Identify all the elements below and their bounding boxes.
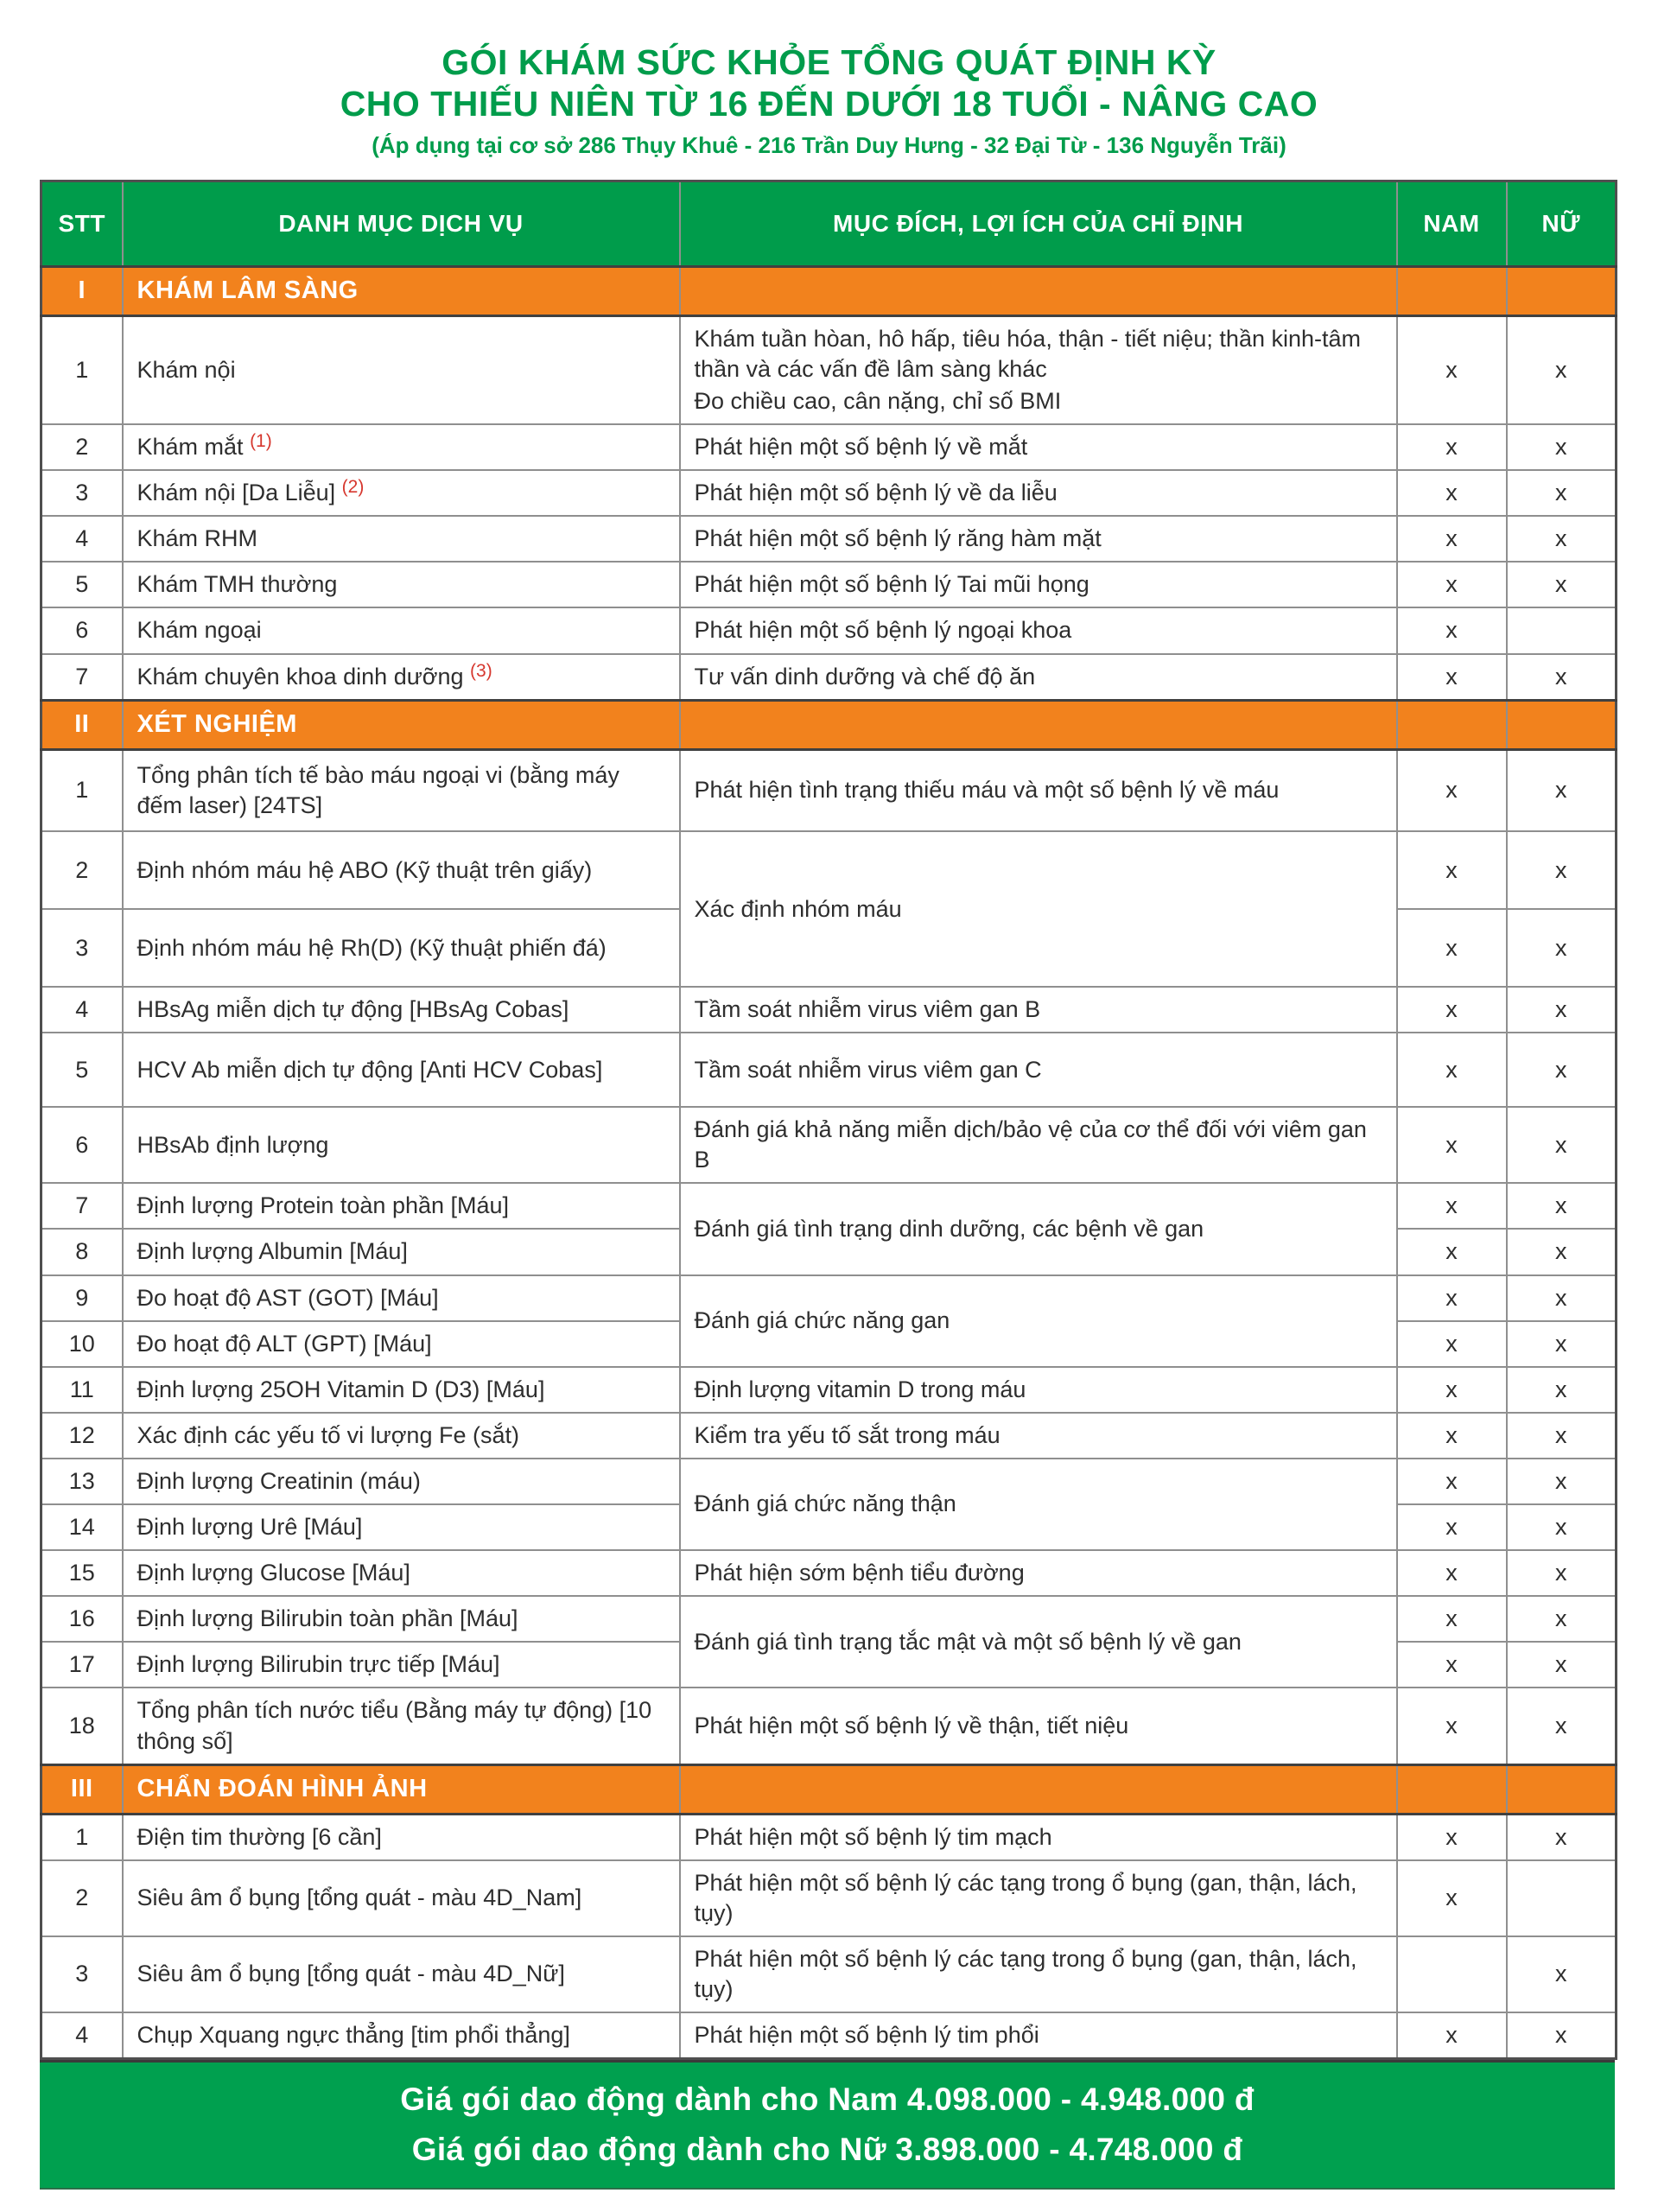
purpose-cell: Tầm soát nhiễm virus viêm gan C	[680, 1033, 1397, 1107]
purpose-cell: Phát hiện một số bệnh lý các tạng trong ổ bụng (gan, thận, lách, tụy)	[680, 1936, 1397, 2012]
stt-cell: 2	[41, 424, 123, 470]
footnote-ref: (3)	[470, 660, 492, 681]
table-row	[41, 987, 1617, 1033]
table-header-row	[41, 181, 1617, 266]
purpose-cell: Phát hiện một số bệnh lý răng hàm mặt	[680, 516, 1397, 562]
purpose-text: Khám tuần hòan, hô hấp, tiêu hóa, thận - tiết niệu; thần kinh-tâm thần và các vấn đề lâm sàng khác	[694, 325, 1362, 382]
purpose-cell: Tầm soát nhiễm virus viêm gan B	[680, 987, 1397, 1033]
purpose-cell: Kiểm tra yếu tố sắt trong máu	[680, 1413, 1397, 1459]
column-header-nu: NỮ	[1507, 181, 1617, 266]
nam-mark: x	[1397, 987, 1507, 1033]
section-header-xet-nghiem	[41, 700, 1617, 749]
purpose-cell-merged: Đánh giá chức năng thận	[680, 1459, 1397, 1550]
service-cell: Định nhóm máu hệ Rh(D) (Kỹ thuật phiến đá)	[123, 909, 680, 987]
nu-mark: x	[1507, 516, 1617, 562]
nu-mark: x	[1507, 315, 1617, 424]
purpose-cell-merged: Xác định nhóm máu	[680, 831, 1397, 987]
table-row	[41, 749, 1617, 831]
service-text: Khám nội [Da Liễu]	[137, 480, 336, 506]
nu-mark: x	[1507, 987, 1617, 1033]
nu-mark: x	[1507, 749, 1617, 831]
section-empty-cell	[680, 700, 1397, 749]
section-empty-cell	[1507, 1764, 1617, 1814]
purpose-cell: Phát hiện một số bệnh lý Tai mũi họng	[680, 562, 1397, 607]
nam-mark: x	[1397, 1413, 1507, 1459]
service-cell	[123, 654, 680, 701]
purpose-text-2: Đo chiều cao, cân nặng, chỉ số BMI	[694, 387, 1062, 414]
price-line-nam: Giá gói dao động dành cho Nam 4.098.000 - 4.948.000 đ	[400, 2082, 1255, 2118]
purpose-cell	[680, 315, 1397, 424]
service-cell: Định lượng Albumin [Máu]	[123, 1229, 680, 1274]
nam-mark: x	[1397, 1367, 1507, 1413]
table-row	[41, 562, 1617, 607]
stt-cell: 12	[41, 1413, 123, 1459]
nu-mark: x	[1507, 1642, 1617, 1688]
service-cell: Tổng phân tích tế bào máu ngoại vi (bằng máy đếm laser) [24TS]	[123, 749, 680, 831]
nu-mark: x	[1507, 1033, 1617, 1107]
table-row	[41, 1459, 1617, 1504]
nu-mark	[1507, 1860, 1617, 1936]
purpose-cell: Tư vấn dinh dưỡng và chế độ ăn	[680, 654, 1397, 701]
service-cell: Định lượng Bilirubin trực tiếp [Máu]	[123, 1642, 680, 1688]
stt-cell: 3	[41, 470, 123, 516]
footnote-ref: (1)	[250, 431, 272, 452]
price-line-nu: Giá gói dao động dành cho Nữ 3.898.000 - 4.748.000 đ	[411, 2131, 1243, 2167]
nam-mark: x	[1397, 424, 1507, 470]
service-cell: Khám TMH thường	[123, 562, 680, 607]
section-empty-cell	[1397, 266, 1507, 315]
table-row	[41, 1596, 1617, 1642]
service-cell: HBsAb định lượng	[123, 1107, 680, 1183]
service-cell: Xác định các yếu tố vi lượng Fe (sắt)	[123, 1413, 680, 1459]
page-title-line2: CHO THIẾU NIÊN TỪ 16 ĐẾN DƯỚI 18 TUỔI - NÂNG CAO	[340, 84, 1318, 124]
table-row	[41, 1814, 1617, 1860]
section-numeral: I	[41, 266, 123, 315]
purpose-cell: Phát hiện một số bệnh lý về da liễu	[680, 470, 1397, 516]
purpose-cell: Phát hiện một số bệnh lý về mắt	[680, 424, 1397, 470]
stt-cell: 6	[41, 1107, 123, 1183]
table-row	[41, 1275, 1617, 1321]
stt-cell: 5	[41, 562, 123, 607]
nam-mark: x	[1397, 1814, 1507, 1860]
nu-mark: x	[1507, 1413, 1617, 1459]
section-header-kham-lam-sang	[41, 266, 1617, 315]
stt-cell: 8	[41, 1229, 123, 1274]
nam-mark: x	[1397, 1033, 1507, 1107]
column-header-purpose: MỤC ĐÍCH, LỢI ÍCH CỦA CHỈ ĐỊNH	[680, 181, 1397, 266]
stt-cell: 15	[41, 1550, 123, 1596]
nu-mark: x	[1507, 1814, 1617, 1860]
purpose-cell-merged: Đánh giá chức năng gan	[680, 1275, 1397, 1367]
stt-cell: 4	[41, 987, 123, 1033]
table-row	[41, 1183, 1617, 1229]
purpose-cell: Đánh giá khả năng miễn dịch/bảo vệ của cơ thể đối với viêm gan B	[680, 1107, 1397, 1183]
section-header-chan-doan-hinh-anh	[41, 1764, 1617, 1814]
stt-cell: 9	[41, 1275, 123, 1321]
nam-mark	[1397, 1936, 1507, 2012]
nu-mark: x	[1507, 1183, 1617, 1229]
nam-mark: x	[1397, 749, 1507, 831]
stt-cell: 17	[41, 1642, 123, 1688]
nam-mark: x	[1397, 1688, 1507, 1764]
purpose-cell: Phát hiện một số bệnh lý tim phổi	[680, 2012, 1397, 2059]
purpose-cell: Phát hiện một số bệnh lý tim mạch	[680, 1814, 1397, 1860]
purpose-cell: Phát hiện sớm bệnh tiểu đường	[680, 1550, 1397, 1596]
section-title: KHÁM LÂM SÀNG	[123, 266, 680, 315]
nam-mark: x	[1397, 1860, 1507, 1936]
nu-mark: x	[1507, 424, 1617, 470]
section-numeral: III	[41, 1764, 123, 1814]
stt-cell: 5	[41, 1033, 123, 1107]
purpose-cell-merged: Đánh giá tình trạng dinh dưỡng, các bệnh về gan	[680, 1183, 1397, 1274]
section-empty-cell	[680, 266, 1397, 315]
service-cell: Đo hoạt độ AST (GOT) [Máu]	[123, 1275, 680, 1321]
service-cell: Định lượng Bilirubin toàn phần [Máu]	[123, 1596, 680, 1642]
stt-cell: 16	[41, 1596, 123, 1642]
nam-mark: x	[1397, 1550, 1507, 1596]
service-cell: Siêu âm ổ bụng [tổng quát - màu 4D_Nữ]	[123, 1936, 680, 2012]
service-cell: Định lượng 25OH Vitamin D (D3) [Máu]	[123, 1367, 680, 1413]
service-cell: Tổng phân tích nước tiểu (Bằng máy tự động) [10 thông số]	[123, 1688, 680, 1764]
nu-mark: x	[1507, 1550, 1617, 1596]
stt-cell: 18	[41, 1688, 123, 1764]
table-row	[41, 1107, 1617, 1183]
table-row	[41, 315, 1617, 424]
stt-cell: 2	[41, 1860, 123, 1936]
column-header-stt: STT	[41, 181, 123, 266]
stt-cell: 13	[41, 1459, 123, 1504]
purpose-cell: Phát hiện một số bệnh lý ngoại khoa	[680, 607, 1397, 653]
column-header-nam: NAM	[1397, 181, 1507, 266]
stt-cell: 6	[41, 607, 123, 653]
nu-mark: x	[1507, 1504, 1617, 1550]
section-empty-cell	[680, 1764, 1397, 1814]
table-row	[41, 516, 1617, 562]
page-title-line1: GÓI KHÁM SỨC KHỎE TỔNG QUÁT ĐỊNH KỲ	[441, 42, 1217, 82]
nu-mark: x	[1507, 2012, 1617, 2059]
nam-mark: x	[1397, 1229, 1507, 1274]
section-title: XÉT NGHIỆM	[123, 700, 680, 749]
table-row	[41, 1367, 1617, 1413]
table-row	[41, 1550, 1617, 1596]
service-text: Khám chuyên khoa dinh dưỡng	[137, 663, 464, 690]
service-cell	[123, 424, 680, 470]
table-row	[41, 2012, 1617, 2059]
section-empty-cell	[1507, 700, 1617, 749]
service-cell: Định lượng Protein toàn phần [Máu]	[123, 1183, 680, 1229]
section-empty-cell	[1397, 700, 1507, 749]
stt-cell: 7	[41, 654, 123, 701]
nu-mark: x	[1507, 1596, 1617, 1642]
stt-cell: 4	[41, 516, 123, 562]
service-cell: Đo hoạt độ ALT (GPT) [Máu]	[123, 1321, 680, 1367]
section-numeral: II	[41, 700, 123, 749]
nam-mark: x	[1397, 2012, 1507, 2059]
nu-mark: x	[1507, 1367, 1617, 1413]
table-row	[41, 424, 1617, 470]
purpose-cell: Phát hiện tình trạng thiếu máu và một số bệnh lý về máu	[680, 749, 1397, 831]
nu-mark: x	[1507, 1275, 1617, 1321]
section-title: CHẨN ĐOÁN HÌNH ẢNH	[123, 1764, 680, 1814]
purpose-cell: Định lượng vitamin D trong máu	[680, 1367, 1397, 1413]
service-cell: Định lượng Urê [Máu]	[123, 1504, 680, 1550]
nam-mark: x	[1397, 1459, 1507, 1504]
nu-mark: x	[1507, 1229, 1617, 1274]
nam-mark: x	[1397, 516, 1507, 562]
page-title-note: (Áp dụng tại cơ sở 286 Thụy Khuê - 216 Trần Duy Hưng - 32 Đại Từ - 136 Nguyễn Trãi)	[372, 131, 1286, 158]
table-row	[41, 470, 1617, 516]
table-row	[41, 607, 1617, 653]
nu-mark: x	[1507, 1688, 1617, 1764]
nu-mark: x	[1507, 1321, 1617, 1367]
table-row	[41, 1688, 1617, 1764]
title-block	[0, 0, 1658, 159]
nam-mark: x	[1397, 831, 1507, 909]
stt-cell: 7	[41, 1183, 123, 1229]
stt-cell: 2	[41, 831, 123, 909]
price-footer	[40, 2060, 1615, 2190]
purpose-cell: Phát hiện một số bệnh lý các tạng trong ổ bụng (gan, thận, lách, tụy)	[680, 1860, 1397, 1936]
footnote-ref: (2)	[341, 477, 365, 498]
nam-mark: x	[1397, 1504, 1507, 1550]
nam-mark: x	[1397, 1596, 1507, 1642]
table-row	[41, 1033, 1617, 1107]
table-row	[41, 831, 1617, 909]
table-row	[41, 654, 1617, 701]
nam-mark: x	[1397, 909, 1507, 987]
service-cell	[123, 470, 680, 516]
stt-cell: 4	[41, 2012, 123, 2059]
service-cell: HCV Ab miễn dịch tự động [Anti HCV Cobas]	[123, 1033, 680, 1107]
table-row	[41, 1413, 1617, 1459]
nu-mark: x	[1507, 909, 1617, 987]
purpose-cell-merged: Đánh giá tình trạng tắc mật và một số bệnh lý về gan	[680, 1596, 1397, 1688]
stt-cell: 3	[41, 1936, 123, 2012]
package-table	[40, 180, 1617, 2060]
service-cell: Định lượng Glucose [Máu]	[123, 1550, 680, 1596]
stt-cell: 14	[41, 1504, 123, 1550]
purpose-cell: Phát hiện một số bệnh lý về thận, tiết niệu	[680, 1688, 1397, 1764]
nam-mark: x	[1397, 607, 1507, 653]
nu-mark: x	[1507, 1459, 1617, 1504]
stt-cell: 1	[41, 1814, 123, 1860]
service-text: Khám mắt	[137, 434, 244, 461]
service-cell: Khám ngoại	[123, 607, 680, 653]
nu-mark: x	[1507, 470, 1617, 516]
service-cell: Khám nội	[123, 315, 680, 424]
nam-mark: x	[1397, 1321, 1507, 1367]
nam-mark: x	[1397, 470, 1507, 516]
nam-mark: x	[1397, 654, 1507, 701]
nam-mark: x	[1397, 1183, 1507, 1229]
stt-cell: 1	[41, 749, 123, 831]
nam-mark: x	[1397, 562, 1507, 607]
nu-mark	[1507, 607, 1617, 653]
nu-mark: x	[1507, 654, 1617, 701]
table-row	[41, 1936, 1617, 2012]
nam-mark: x	[1397, 1642, 1507, 1688]
service-cell: Siêu âm ổ bụng [tổng quát - màu 4D_Nam]	[123, 1860, 680, 1936]
nu-mark: x	[1507, 1936, 1617, 2012]
nam-mark: x	[1397, 1275, 1507, 1321]
nam-mark: x	[1397, 315, 1507, 424]
service-cell: Khám RHM	[123, 516, 680, 562]
nu-mark: x	[1507, 831, 1617, 909]
service-cell: Điện tim thường [6 cần]	[123, 1814, 680, 1860]
section-empty-cell	[1397, 1764, 1507, 1814]
stt-cell: 3	[41, 909, 123, 987]
nu-mark: x	[1507, 1107, 1617, 1183]
service-cell: Định lượng Creatinin (máu)	[123, 1459, 680, 1504]
service-cell: HBsAg miễn dịch tự động [HBsAg Cobas]	[123, 987, 680, 1033]
stt-cell: 11	[41, 1367, 123, 1413]
stt-cell: 10	[41, 1321, 123, 1367]
section-empty-cell	[1507, 266, 1617, 315]
column-header-service: DANH MỤC DỊCH VỤ	[123, 181, 680, 266]
service-cell: Chụp Xquang ngực thẳng [tim phổi thẳng]	[123, 2012, 680, 2059]
service-cell: Định nhóm máu hệ ABO (Kỹ thuật trên giấy)	[123, 831, 680, 909]
nam-mark: x	[1397, 1107, 1507, 1183]
table-row	[41, 1860, 1617, 1936]
stt-cell: 1	[41, 315, 123, 424]
nu-mark: x	[1507, 562, 1617, 607]
